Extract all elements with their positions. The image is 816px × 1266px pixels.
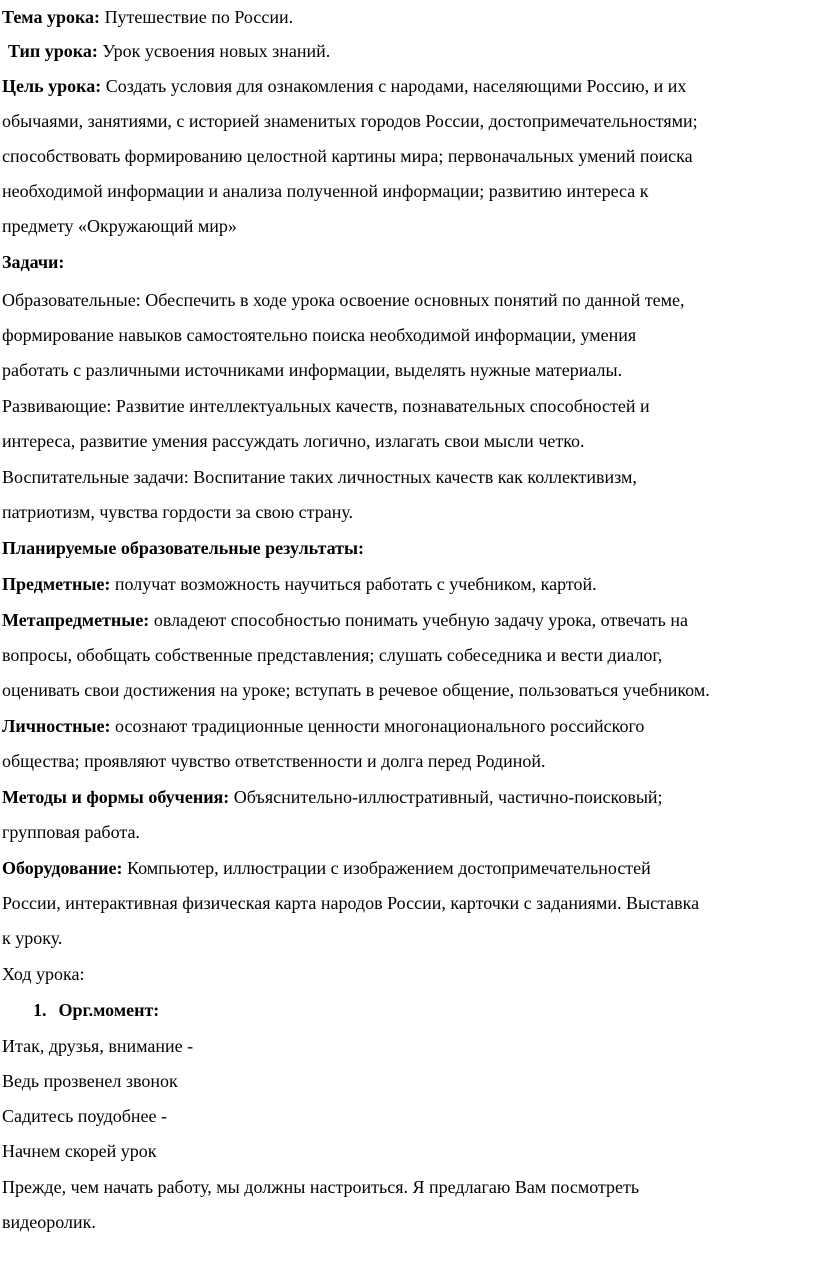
tasks-heading: [2, 245, 64, 280]
upbringing-line-2: патриотизм, чувства гордости за свою страну.: [2, 502, 354, 522]
goal-label: Цель урока:: [2, 76, 102, 96]
type-label: Тип урока:: [8, 41, 98, 61]
upbringing-line-1: Воспитательные задачи: Воспитание таких личностных качеств как коллективизм,: [2, 467, 637, 487]
lesson-type: [8, 34, 330, 69]
equipment-text-1: Компьютер, иллюстрации с изображением достопримечательностей: [122, 858, 651, 878]
meta-line-1: [2, 603, 814, 638]
equipment-line-1: [2, 851, 814, 886]
type-value: Урок усвоения новых знаний.: [97, 41, 331, 61]
step-1-heading: [33, 993, 159, 1028]
personal-label: Личностные:: [2, 716, 111, 736]
goal-line-5: предмету «Окружающий мир»: [2, 216, 237, 236]
step-1-label: Орг.момент:: [58, 1000, 160, 1020]
meta-label: Метапредметные:: [2, 610, 150, 630]
meta-text-1: овладеют способностью понимать учебную задачу урока, отвечать на: [149, 610, 689, 630]
subject-value: получат возможность научиться работать с учебником, картой.: [110, 574, 597, 594]
educational-line-2: формирование навыков самостоятельно поиска необходимой информации, умения: [2, 325, 637, 345]
step-1-number: 1.: [33, 1000, 47, 1020]
poem-line-1: Итак, друзья, внимание -: [2, 1036, 194, 1056]
methods-line-2: групповая работа.: [2, 822, 140, 842]
goal-line-1: [2, 69, 814, 104]
goal-line-3: способствовать формированию целостной картины мира; первоначальных умений поиска: [2, 146, 693, 166]
goal-line-4: необходимой информации и анализа полученной информации; развитию интереса к: [2, 181, 649, 201]
poem-line-3: Садитесь поудобнее -: [2, 1106, 168, 1126]
equipment-line-3: к уроку.: [2, 928, 63, 948]
personal-line-1: [2, 709, 814, 744]
results-label: Планируемые образовательные результаты:: [2, 538, 364, 558]
results-heading: [2, 531, 364, 566]
methods-label: Методы и формы обучения:: [2, 787, 230, 807]
equipment-label: Оборудование:: [2, 858, 123, 878]
meta-line-2: вопросы, обобщать собственные представления; слушать собеседника и вести диалог,: [2, 645, 663, 665]
tasks-label: Задачи:: [2, 252, 65, 272]
educational-line-3: работать с различными источниками информации, выделять нужные материалы.: [2, 360, 623, 380]
poem-line-2: Ведь прозвенел звонок: [2, 1071, 178, 1091]
subject-label: Предметные:: [2, 574, 111, 594]
goal-text-1: Создать условия для ознакомления с народами, населяющими Россию, и их: [101, 76, 687, 96]
lesson-topic: [2, 0, 293, 35]
final-line-2: видеоролик.: [2, 1212, 96, 1232]
equipment-line-2: России, интерактивная физическая карта народов России, карточки с заданиями. Выставка: [2, 893, 700, 913]
goal-line-2: обычаями, занятиями, с историей знаменитых городов России, достопримечательностями;: [2, 111, 698, 131]
topic-value: Путешествие по России.: [100, 7, 294, 27]
topic-label: Тема урока:: [2, 7, 101, 27]
personal-text-1: осознают традиционные ценности многонационального российского: [110, 716, 645, 736]
course-heading: Ход урока:: [2, 964, 85, 984]
final-line-1: Прежде, чем начать работу, мы должны настроиться. Я предлагаю Вам посмотреть: [2, 1177, 640, 1197]
educational-line-1: Образовательные: Обеспечить в ходе урока освоение основных понятий по данной теме,: [2, 290, 685, 310]
methods-line-1: [2, 780, 814, 815]
personal-line-2: общества; проявляют чувство ответственности и долга перед Родиной.: [2, 751, 546, 771]
methods-text-1: Объяснительно-иллюстративный, частично-поисковый;: [229, 787, 663, 807]
developing-line-1: Развивающие: Развитие интеллектуальных качеств, познавательных способностей и: [2, 396, 650, 416]
poem-line-4: Начнем скорей урок: [2, 1141, 157, 1161]
meta-line-3: оценивать свои достижения на уроке; вступать в речевое общение, пользоваться учебником.: [2, 680, 710, 700]
developing-line-2: интереса, развитие умения рассуждать логично, излагать свои мысли четко.: [2, 431, 585, 451]
subject-results: [2, 567, 597, 602]
